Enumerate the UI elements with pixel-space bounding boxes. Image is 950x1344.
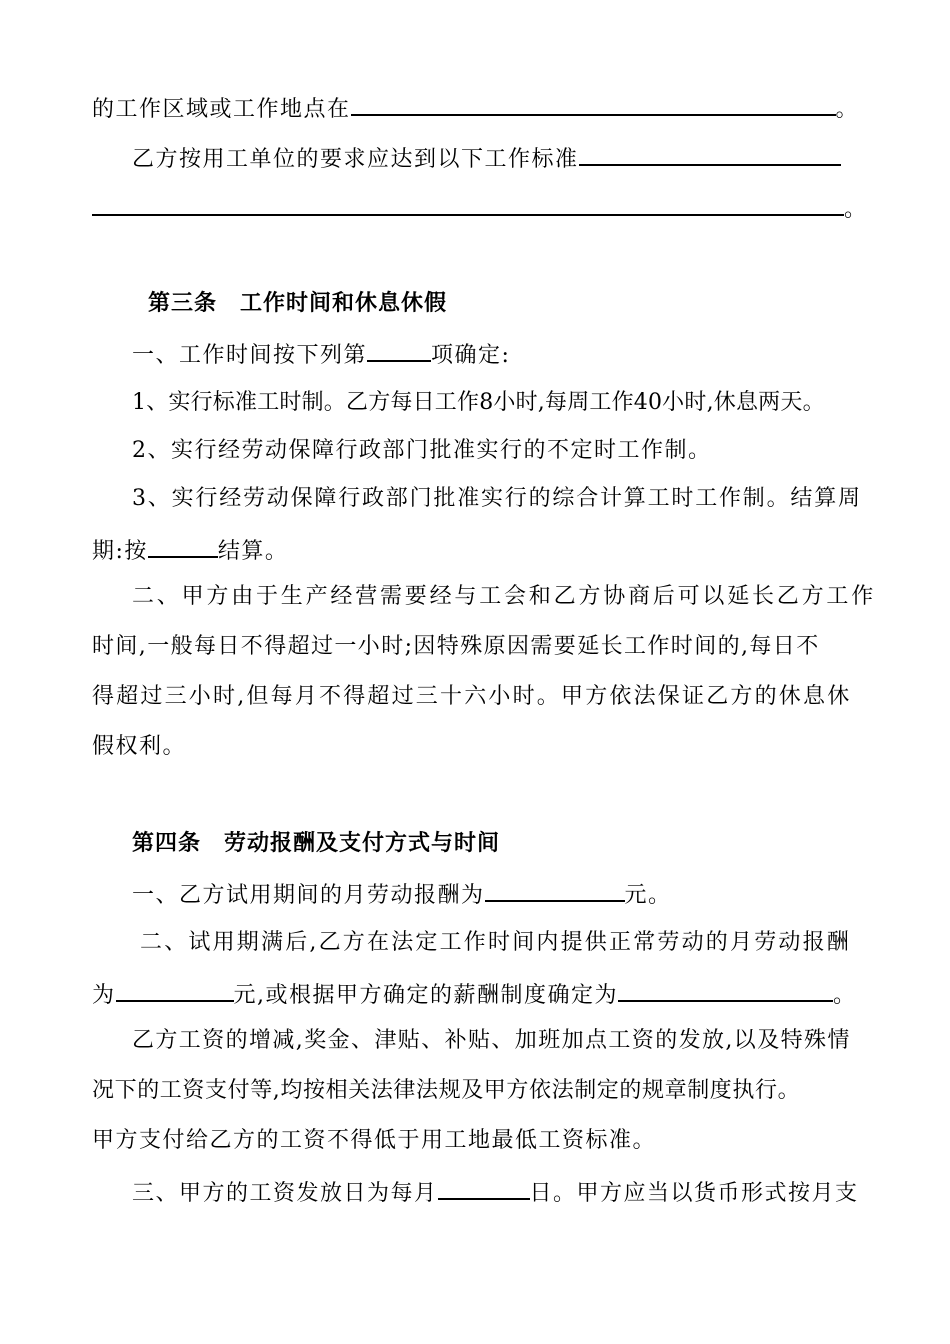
salary-system-blank[interactable]	[618, 978, 833, 1002]
settlement-text: 期:按	[92, 539, 148, 564]
probation-pay-blank[interactable]	[485, 878, 625, 902]
work-standard-blank-2[interactable]	[92, 192, 844, 216]
settlement-period-blank[interactable]	[148, 534, 218, 558]
currency-text: 元。	[624, 883, 672, 908]
regular-pay-blank[interactable]	[116, 978, 234, 1002]
overtime-line-4: 假权利。	[92, 734, 187, 759]
regular-pay-line-2	[92, 978, 872, 1011]
article-4-heading: 第四条 劳动报酬及支付方式与时间	[132, 830, 501, 856]
work-standard-line-2	[92, 192, 872, 225]
probation-pay-text: 一、乙方试用期间的月劳动报酬为	[132, 883, 485, 908]
article-3-item-1	[132, 338, 912, 371]
settlement-period-line	[92, 534, 872, 567]
work-location-text: 的工作区域或工作地点在	[92, 97, 351, 122]
item-text: 一、工作时间按下列第	[132, 343, 368, 368]
overtime-line-3: 得超过三小时,但每月不得超过三十六小时。甲方依法保证乙方的休息休	[92, 684, 852, 709]
work-standard-line	[132, 142, 912, 175]
comprehensive-hours-line: 3、实行经劳动保障行政部门批准实行的综合计算工时工作制。结算周	[132, 486, 862, 511]
settlement-text-end: 结算。	[217, 539, 289, 564]
regular-pay-line-1: 二、试用期满后,乙方在法定工作时间内提供正常劳动的月劳动报酬	[140, 930, 851, 955]
work-standard-blank[interactable]	[579, 142, 841, 166]
standard-hours-line: 1、实行标准工时制。乙方每日工作8小时,每周工作40小时,休息两天。	[132, 390, 825, 415]
work-standard-text: 乙方按用工单位的要求应达到以下工作标准	[132, 147, 579, 172]
work-location-blank[interactable]	[351, 92, 836, 116]
flexible-hours-line: 2、实行经劳动保障行政部门批准实行的不定时工作制。	[132, 438, 712, 463]
minimum-wage-line: 甲方支付给乙方的工资不得低于用工地最低工资标准。	[92, 1128, 657, 1153]
overtime-line-2: 时间,一般每日不得超过一小时;因特殊原因需要延长工作时间的,每日不	[92, 634, 820, 659]
salary-system-text: 元,或根据甲方确定的薪酬制度确定为	[233, 983, 619, 1008]
wage-adjustment-line-1: 乙方工资的增减,奖金、津贴、补贴、加班加点工资的发放,以及特殊情	[132, 1028, 851, 1053]
overtime-line-1: 二、甲方由于生产经营需要经与工会和乙方协商后可以延长乙方工作	[132, 584, 877, 609]
article-3-heading: 第三条 工作时间和休息休假	[148, 290, 448, 316]
payday-line	[132, 1176, 912, 1209]
period: 。	[844, 197, 868, 222]
item-text-end: 项确定:	[431, 343, 511, 368]
payday-text-end: 日。甲方应当以货币形式按月支	[529, 1181, 859, 1206]
period: 。	[833, 983, 857, 1008]
period: 。	[835, 97, 860, 122]
wage-adjustment-line-2: 况下的工资支付等,均按相关法律法规及甲方依法制定的规章制度执行。	[92, 1078, 801, 1103]
payday-blank[interactable]	[438, 1176, 530, 1200]
work-location-line	[92, 92, 872, 125]
regular-pay-text: 为	[92, 983, 116, 1008]
payday-text: 三、甲方的工资发放日为每月	[132, 1181, 438, 1206]
work-time-option-blank[interactable]	[367, 338, 431, 362]
probation-pay-line	[132, 878, 912, 911]
